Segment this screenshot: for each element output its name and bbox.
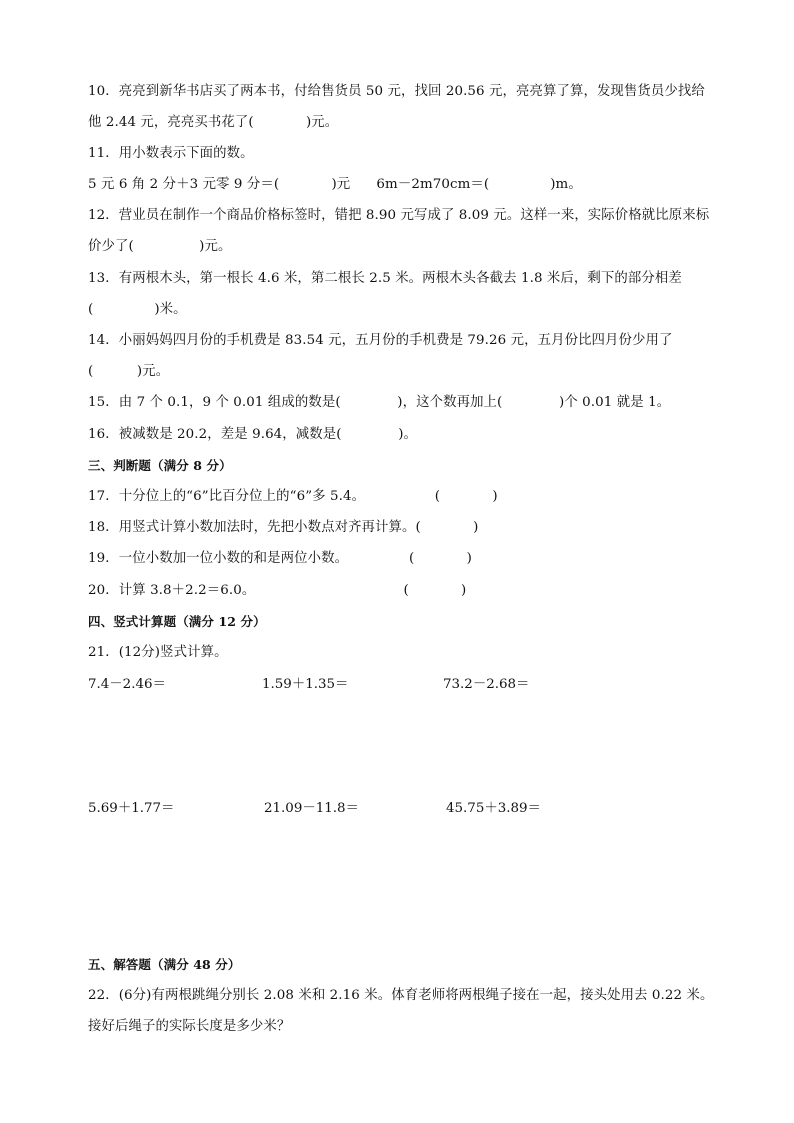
calc-item: 1.59＋1.35＝ (262, 677, 349, 692)
calc-item: 45.75＋3.89＝ (446, 801, 541, 816)
question-12-line-1: 12．营业员在制作一个商品价格标签时，错把 8.90 元写成了 8.09 元。这样一来，实际价格就比原来标 (88, 208, 710, 223)
question-19: 19．一位小数加一位小数的和是两位小数。 ( ) (88, 551, 472, 566)
calc-item: 73.2－2.68＝ (443, 677, 530, 692)
question-20: 20．计算 3.8＋2.2＝6.0。 ( ) (88, 583, 467, 598)
question-13-line-1: 13．有两根木头，第一根长 4.6 米，第二根长 2.5 米。两根木头各截去 1.8 米后，剩下的部分相差 (88, 271, 682, 286)
question-10-line-2: 他 2.44 元，亮亮买书花了( )元。 (88, 115, 339, 130)
question-12-line-2: 价少了( )元。 (88, 239, 232, 254)
question-16: 16．被减数是 20.2，差是 9.64，减数是( )。 (88, 427, 418, 442)
section-4-heading: 四、竖式计算题（满分 12 分） (88, 614, 266, 629)
question-18: 18．用竖式计算小数加法时，先把小数点对齐再计算。( ) (88, 520, 479, 535)
section-3-heading: 三、判断题（满分 8 分） (88, 458, 232, 473)
calc-item: 7.4－2.46＝ (88, 677, 166, 692)
section-5-heading: 五、解答题（满分 48 分） (88, 957, 241, 972)
question-14-line-2: ( )元。 (88, 364, 170, 379)
question-21: 21．(12分)竖式计算。 (88, 645, 228, 660)
calc-item: 5.69＋1.77＝ (88, 801, 175, 816)
calc-item: 21.09－11.8＝ (264, 801, 359, 816)
question-13-line-2: ( )米。 (88, 302, 187, 317)
question-11-items: 5 元 6 角 2 分＋3 元零 9 分＝( )元 6m－2m70cm＝( )m。 (88, 177, 582, 192)
question-22-line-1: 22．(6分)有两根跳绳分别长 2.08 米和 2.16 米。体育老师将两根绳子接在一起，接头处用去 0.22 米。 (88, 988, 714, 1003)
question-17: 17．十分位上的“6”比百分位上的“6”多 5.4。 ( ) (88, 489, 498, 504)
question-11-title: 11．用小数表示下面的数。 (88, 146, 254, 161)
question-14-line-1: 14．小丽妈妈四月份的手机费是 83.54 元，五月份的手机费是 79.26 元，五月份比四月份少用了 (88, 333, 673, 348)
question-10-line-1: 10．亮亮到新华书店买了两本书，付给售货员 50 元，找回 20.56 元，亮亮算了算，发现售货员少找给 (88, 84, 705, 99)
question-22-line-2: 接好后绳子的实际长度是多少米？ (88, 1019, 291, 1034)
question-15: 15．由 7 个 0.1，9 个 0.01 组成的数是( )，这个数再加上( )个 0.01 就是 1。 (88, 395, 671, 410)
